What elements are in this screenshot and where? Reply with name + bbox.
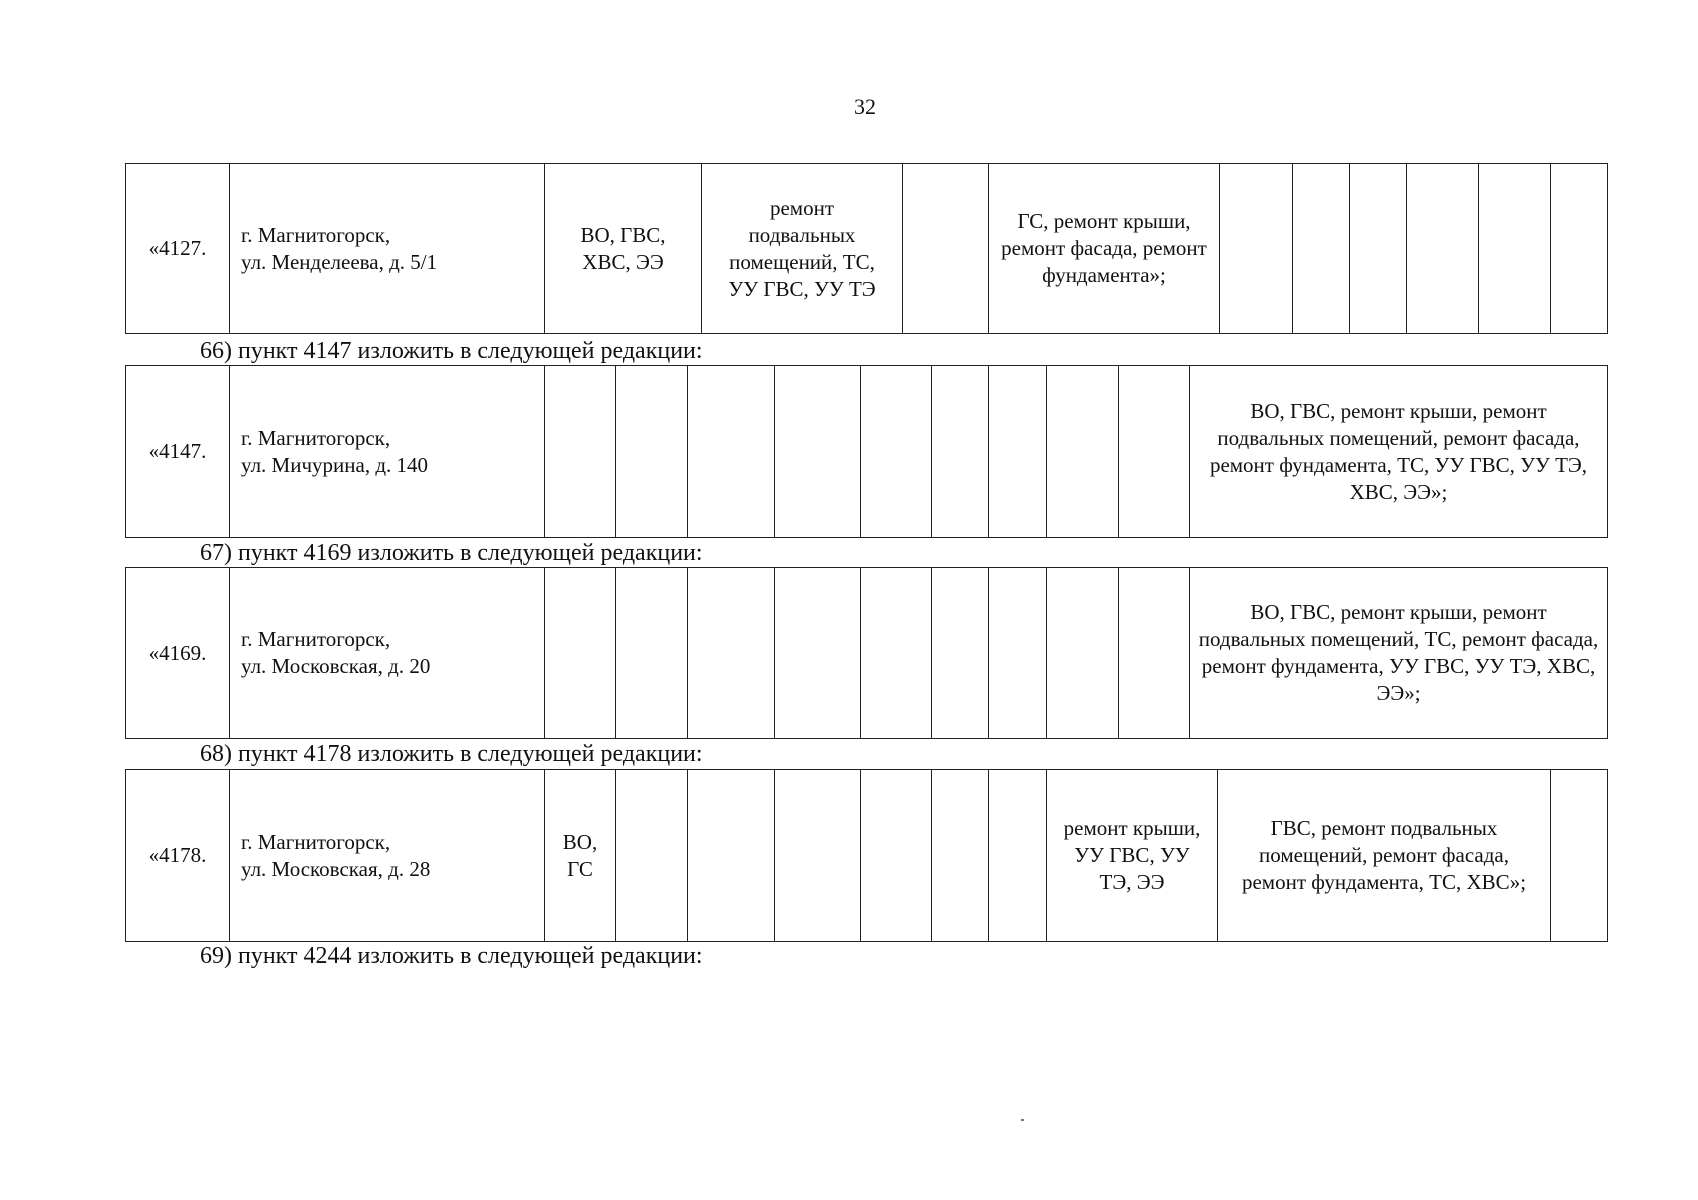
table-cell: ремонт подвальных помещений, ТС, УУ ГВС, УУ ТЭ <box>702 164 903 334</box>
table-row-4169 <box>125 567 1608 739</box>
table-cell <box>1119 366 1190 538</box>
instruction-text: 68) пункт 4178 изложить в следующей редакции: <box>200 741 703 767</box>
table-row-4178 <box>125 769 1608 942</box>
table-cell <box>1047 568 1119 739</box>
table-cell <box>1293 164 1350 334</box>
table-row-4127 <box>125 163 1608 334</box>
table-cell <box>1220 164 1293 334</box>
table-cell <box>932 568 989 739</box>
table-cell <box>688 770 775 942</box>
instruction-text: 66) пункт 4147 изложить в следующей редакции: <box>200 338 703 364</box>
row-address <box>230 164 545 334</box>
table-cell <box>1047 366 1119 538</box>
table-cell: ГС, ремонт крыши, ремонт фасада, ремонт фундамента»; <box>989 164 1220 334</box>
table-cell <box>775 770 861 942</box>
address-city: г. Магнитогорск, <box>241 627 391 651</box>
table-cell <box>932 366 989 538</box>
row-number: «4147. <box>126 366 230 538</box>
row-address <box>230 568 545 739</box>
table-cell: ВО, ГВС, ремонт крыши, ремонт подвальных помещений, ТС, ремонт фасада, ремонт фундамента, УУ ГВС, УУ ТЭ, ХВС, ЭЭ»; <box>1190 568 1608 739</box>
table-cell <box>861 366 932 538</box>
page-number: 32 <box>854 94 876 119</box>
table-cell <box>545 366 616 538</box>
instruction-text: 67) пункт 4169 изложить в следующей редакции: <box>200 540 703 566</box>
table-cell <box>616 366 688 538</box>
table-cell <box>1350 164 1407 334</box>
address-street: ул. Московская, д. 20 <box>241 654 431 678</box>
table-cell: ремонт крыши, УУ ГВС, УУ ТЭ, ЭЭ <box>1047 770 1218 942</box>
row-address <box>230 366 545 538</box>
table-cell <box>989 770 1047 942</box>
scan-speck <box>1021 1119 1024 1121</box>
instruction-text: 69) пункт 4244 изложить в следующей редакции: <box>200 943 703 969</box>
table-cell <box>1551 164 1608 334</box>
table-cell: ВО, ГВС, ХВС, ЭЭ <box>545 164 702 334</box>
table-cell <box>545 568 616 739</box>
address-city: г. Магнитогорск, <box>241 425 391 450</box>
row-number: «4127. <box>126 164 230 334</box>
address-street: ул. Менделеева, д. 5/1 <box>241 249 438 274</box>
table-cell <box>1119 568 1190 739</box>
address-street: ул. Мичурина, д. 140 <box>241 452 429 477</box>
table-cell <box>688 366 775 538</box>
table-cell <box>688 568 775 739</box>
table-cell <box>775 366 861 538</box>
table-cell <box>1407 164 1479 334</box>
address-city: г. Магнитогорск, <box>241 829 391 854</box>
table-cell <box>932 770 989 942</box>
table-cell <box>861 770 932 942</box>
row-address <box>230 770 545 942</box>
address-city: г. Магнитогорск, <box>241 222 391 247</box>
table-cell <box>616 770 688 942</box>
table-cell <box>1551 770 1608 942</box>
table-cell <box>989 568 1047 739</box>
table-row-4147 <box>125 365 1608 538</box>
table-cell: ВО, ГВС, ремонт крыши, ремонт подвальных помещений, ремонт фасада, ремонт фундамента, ТС, УУ ГВС, УУ ТЭ, ХВС, ЭЭ»; <box>1190 366 1608 538</box>
row-number: «4169. <box>126 568 230 739</box>
table-cell <box>903 164 989 334</box>
table-cell <box>989 366 1047 538</box>
table-cell <box>775 568 861 739</box>
table-cell <box>861 568 932 739</box>
table-cell <box>616 568 688 739</box>
row-number: «4178. <box>126 770 230 942</box>
table-cell: ВО, ГС <box>545 770 616 942</box>
table-cell <box>1479 164 1551 334</box>
table-cell: ГВС, ремонт подвальных помещений, ремонт фасада, ремонт фундамента, ТС, ХВС»; <box>1218 770 1551 942</box>
address-street: ул. Московская, д. 28 <box>241 856 431 881</box>
